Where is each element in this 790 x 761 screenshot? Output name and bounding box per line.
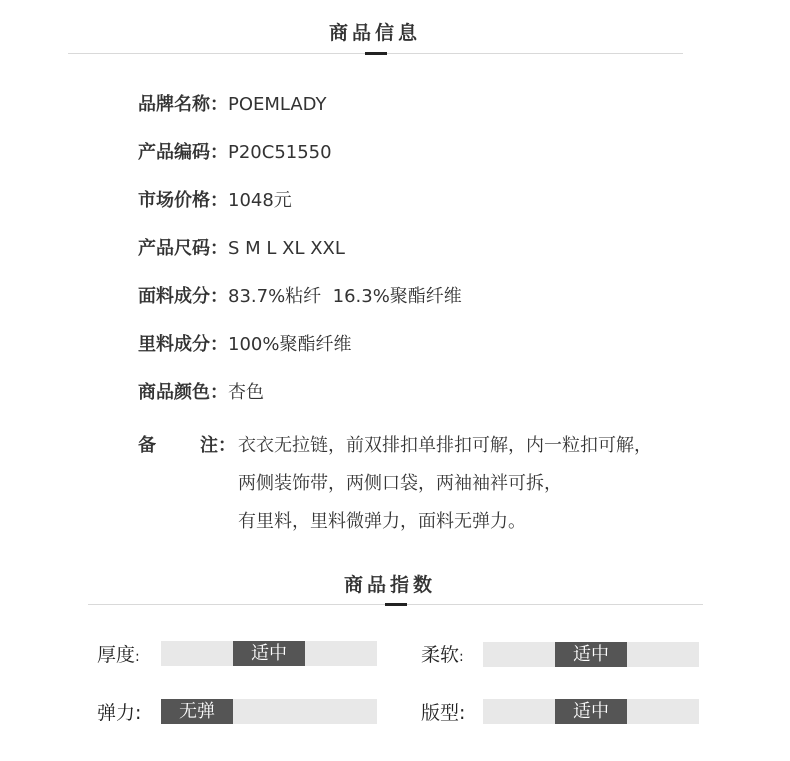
level-fill: 适中 <box>233 641 305 666</box>
info-row-sizes <box>138 236 345 262</box>
level-bar <box>161 699 377 724</box>
info-label: 里料成分： <box>138 334 228 355</box>
level-fill: 无弹 <box>161 699 233 724</box>
level-bar <box>161 641 377 666</box>
index-label: 版型: <box>421 702 466 724</box>
info-value: 83.7%粘纤 16.3%聚酯纤维 <box>228 286 462 307</box>
info-value: POEMLADY <box>228 94 327 115</box>
info-row-color <box>138 380 264 406</box>
info-label: 产品编码： <box>138 142 228 163</box>
info-label: 市场价格： <box>138 190 228 211</box>
info-value: 1048元 <box>228 190 292 211</box>
index-label: 弹力: <box>97 702 142 724</box>
section-accent-mark <box>365 52 387 55</box>
info-value: S M L XL XXL <box>228 238 345 259</box>
note-line: 两侧装饰带，两侧口袋，两袖袖袢可拆， <box>238 473 562 494</box>
section-title-info: 商品信息 <box>329 22 422 44</box>
note-line: 有里料，里料微弹力，面料无弹力。 <box>238 511 526 532</box>
level-bar <box>483 642 699 667</box>
info-value: 100%聚酯纤维 <box>228 334 352 355</box>
note-label-left: 备 <box>138 435 156 456</box>
note-label-right: 注： <box>200 435 236 456</box>
info-row-fabric <box>138 284 462 310</box>
note-line: 衣衣无拉链，前双排扣单排扣可解，内一粒扣可解， <box>238 435 652 456</box>
level-fill: 适中 <box>555 699 627 724</box>
section-title-index: 商品指数 <box>344 574 437 596</box>
info-row-brand <box>138 92 327 118</box>
info-label: 产品尺码： <box>138 238 228 259</box>
info-label: 品牌名称： <box>138 94 228 115</box>
info-value: P20C51550 <box>228 142 332 163</box>
info-label: 商品颜色： <box>138 382 228 403</box>
note-label <box>138 427 236 465</box>
info-row-code <box>138 140 332 166</box>
level-fill: 适中 <box>555 642 627 667</box>
index-label: 柔软: <box>421 644 464 666</box>
section-accent-mark <box>385 603 407 606</box>
level-bar <box>483 699 699 724</box>
info-label: 面料成分： <box>138 286 228 307</box>
info-row-price <box>138 188 292 214</box>
info-row-lining <box>138 332 351 358</box>
note-lines <box>238 427 652 541</box>
info-value: 杏色 <box>228 382 264 403</box>
index-label: 厚度: <box>97 644 140 666</box>
